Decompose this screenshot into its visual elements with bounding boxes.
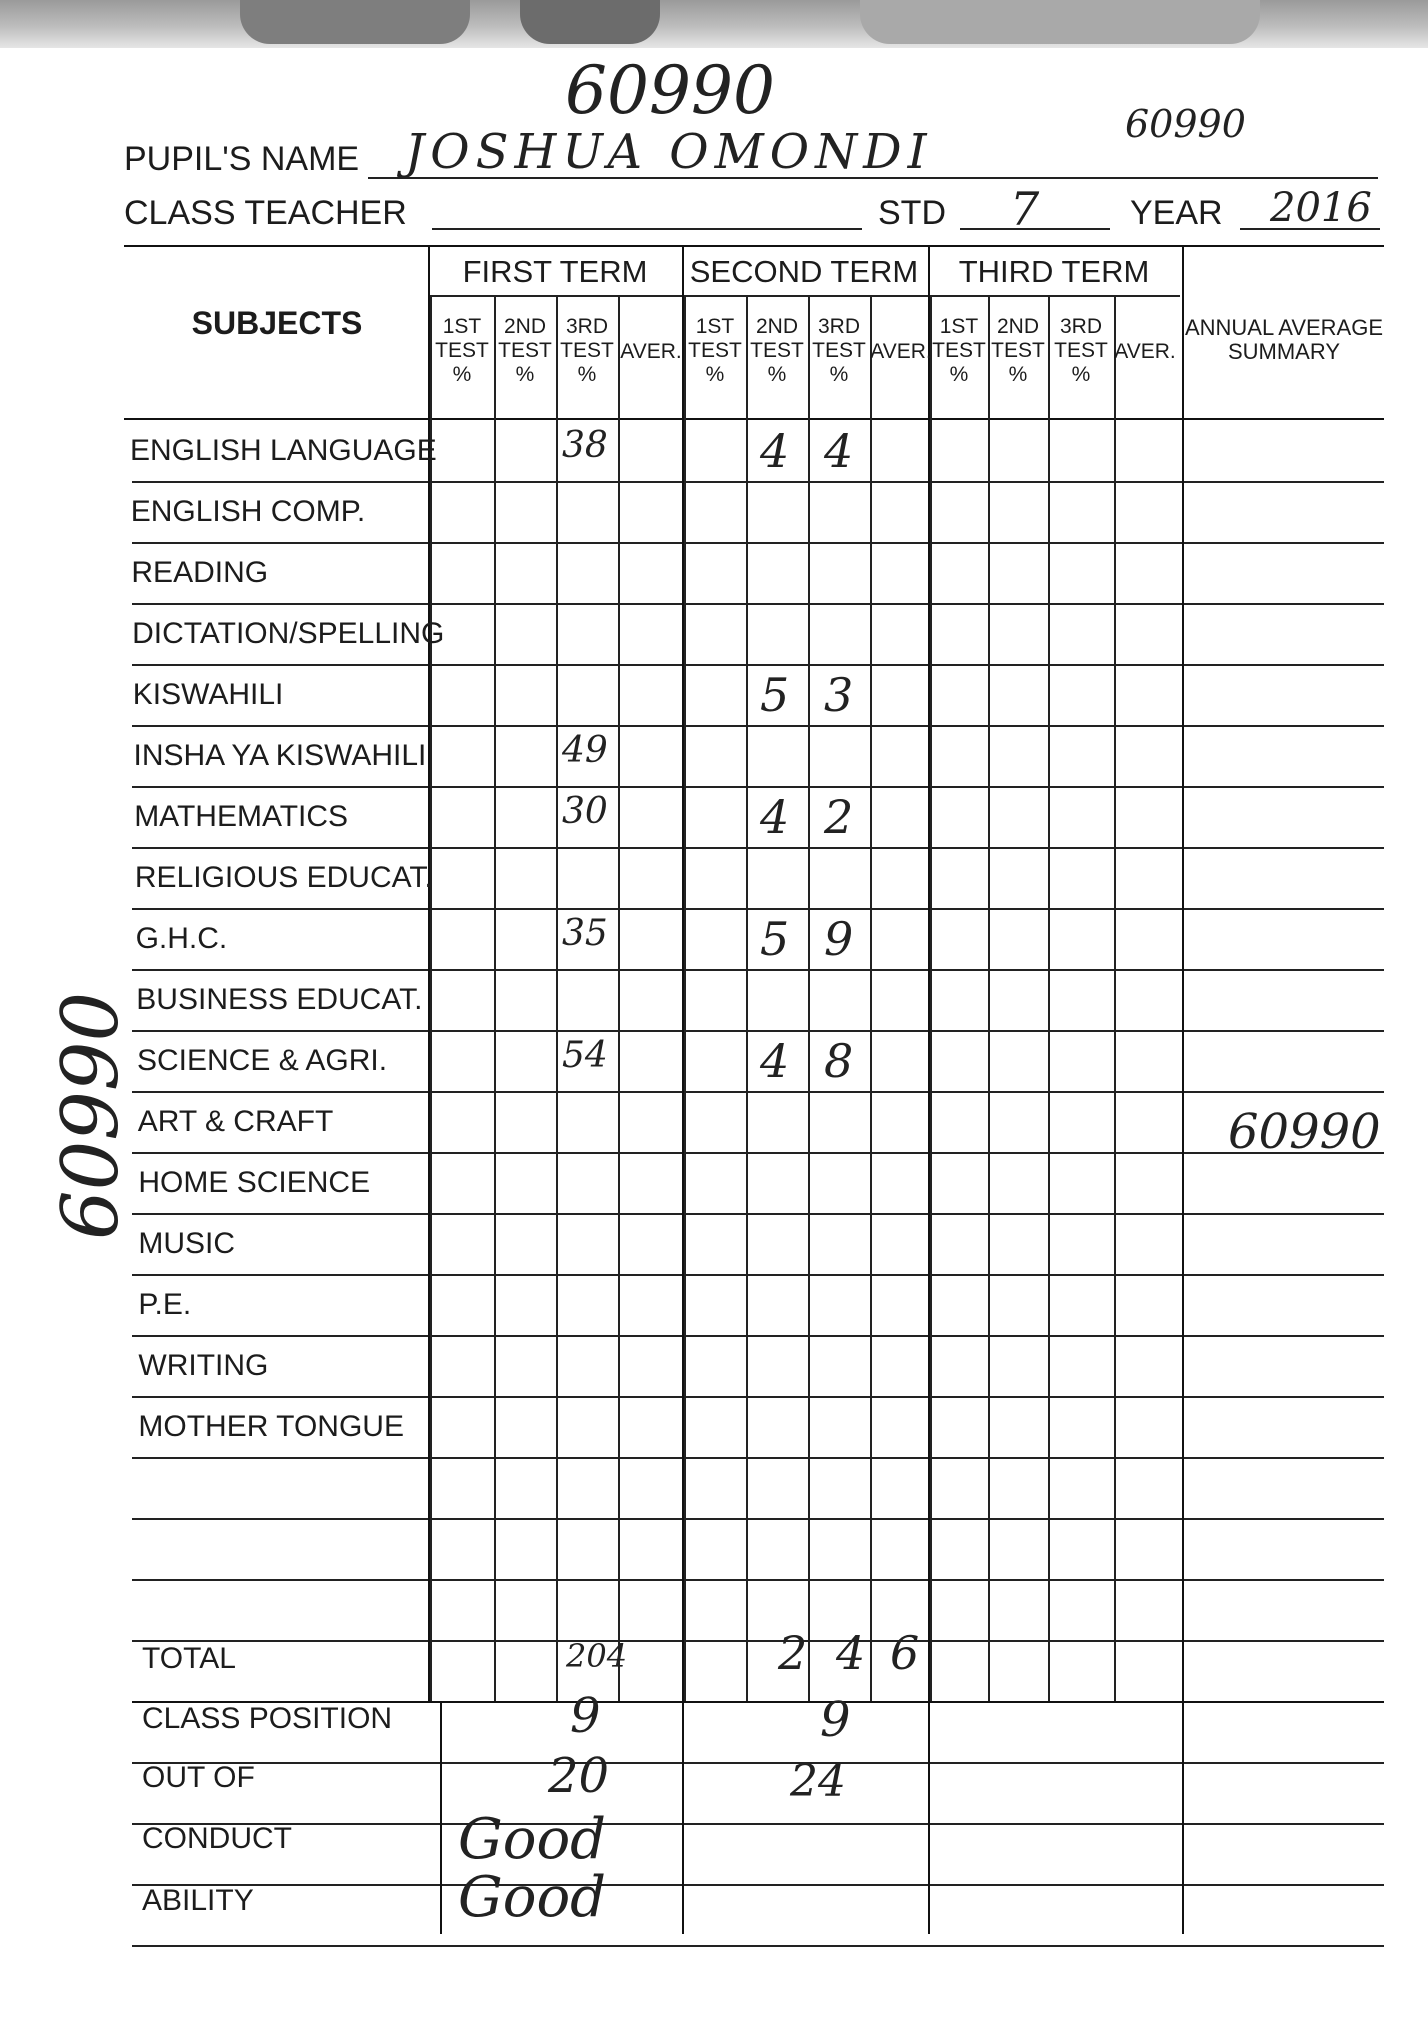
std-value: 7 <box>1010 182 1040 236</box>
out-of-first-term: 20 <box>548 1748 610 1804</box>
second-term-2nd-test-score: 4 <box>760 790 790 844</box>
total-second-term-digit: 6 <box>890 1626 920 1680</box>
test-column-rule <box>430 295 432 1701</box>
term-divider-rule <box>928 245 930 1934</box>
subject-name: ART & CRAFT <box>137 1105 334 1138</box>
second-term-3rd-test-score: 8 <box>824 1034 854 1088</box>
summary-left-rule <box>440 1701 442 1934</box>
subject-name: G.H.C. <box>135 922 228 955</box>
annual-column-rule <box>1182 245 1184 1934</box>
subject-row-rule <box>132 1579 1384 1581</box>
subject-name: KISWAHILI <box>132 678 284 711</box>
test-column-rule <box>556 295 558 1701</box>
sub-column-header: 3RD TEST % <box>1054 315 1108 386</box>
summary-row-rule <box>132 1823 1384 1825</box>
second-term-3rd-test-score: 3 <box>824 668 854 722</box>
year-value: 2016 <box>1270 185 1372 231</box>
serial-number-top: 60990 <box>565 52 775 129</box>
summary-row-rule <box>132 1884 1384 1886</box>
total-first-term: 204 <box>566 1637 628 1675</box>
subject-name: MUSIC <box>138 1227 236 1260</box>
class-position-first-term: 9 <box>570 1688 601 1744</box>
subject-row-rule <box>132 1518 1384 1520</box>
test-column-rule <box>1048 295 1050 1701</box>
sub-column-header: 2ND TEST % <box>750 315 804 386</box>
subject-row-rule <box>132 481 1384 483</box>
subject-name: MATHEMATICS <box>134 800 349 833</box>
year-label: YEAR <box>1130 194 1223 232</box>
total-second-term-digit: 4 <box>836 1626 866 1680</box>
sub-column-header: 1ST TEST % <box>435 315 489 386</box>
subject-row-rule <box>132 847 1384 849</box>
pupil-name-label: PUPIL'S NAME <box>124 140 360 178</box>
summary-row-rule <box>132 1762 1384 1764</box>
test-column-rule <box>1114 295 1116 1701</box>
subject-name: SCIENCE & AGRI. <box>137 1044 388 1077</box>
sub-column-header: AVER. <box>620 340 682 363</box>
ability-label: ABILITY <box>142 1884 254 1917</box>
second-term-3rd-test-score: 2 <box>824 790 854 844</box>
first-term-3rd-test-score: 38 <box>562 425 608 466</box>
subject-row-rule <box>132 725 1384 727</box>
subject-name: WRITING <box>138 1349 269 1382</box>
term-divider-rule <box>682 245 684 1934</box>
subject-row-rule <box>132 1335 1384 1337</box>
subjects-header: SUBJECTS <box>191 305 363 341</box>
photo-object <box>860 0 1260 44</box>
subject-row-rule <box>132 1640 1384 1642</box>
sub-column-header: AVER. <box>870 340 932 363</box>
subject-row-rule <box>132 1213 1384 1215</box>
subject-row-rule <box>132 1030 1384 1032</box>
photo-object <box>520 0 660 44</box>
pupil-name-value: JOSHUA OMONDI <box>405 124 933 180</box>
ability-value: Good <box>458 1865 607 1930</box>
subject-name: DICTATION/SPELLING <box>132 617 445 650</box>
test-column-rule <box>618 295 620 1701</box>
first-term-3rd-test-score: 30 <box>562 791 608 832</box>
third-term-header: THIRD TERM <box>958 254 1150 289</box>
subject-row-rule <box>132 1152 1384 1154</box>
subject-name: HOME SCIENCE <box>138 1166 371 1199</box>
total-second-term-digit: 2 <box>778 1626 808 1680</box>
subject-name: RELIGIOUS EDUCAT. <box>134 861 433 894</box>
subject-row-rule <box>132 1274 1384 1276</box>
subject-row-rule <box>132 786 1384 788</box>
subject-name: READING <box>131 556 269 589</box>
subject-row-rule <box>132 1457 1384 1459</box>
test-column-rule <box>870 295 872 1701</box>
subject-row-rule <box>132 908 1384 910</box>
summary-row-rule <box>132 1945 1384 1947</box>
first-term-header: FIRST TERM <box>462 254 648 289</box>
test-column-rule <box>494 295 496 1701</box>
serial-number-left-margin: 60990 <box>46 991 136 1240</box>
conduct-value: Good <box>458 1807 607 1872</box>
subject-name: MOTHER TONGUE <box>138 1410 404 1443</box>
second-term-2nd-test-score: 4 <box>760 424 790 478</box>
first-term-3rd-test-score: 54 <box>562 1035 608 1076</box>
second-term-header: SECOND TERM <box>689 254 919 289</box>
term-header-rule <box>430 295 1180 297</box>
subject-name: ENGLISH LANGUAGE <box>130 434 437 467</box>
photo-background-strip <box>0 0 1428 48</box>
second-term-2nd-test-score: 4 <box>760 1034 790 1088</box>
test-column-rule <box>684 295 686 1701</box>
out-of-label: OUT OF <box>142 1761 255 1794</box>
serial-number-top-right: 60990 <box>1125 102 1246 146</box>
subject-row-rule <box>132 969 1384 971</box>
subject-row-rule <box>132 1091 1384 1093</box>
sub-column-header: 2ND TEST % <box>991 315 1045 386</box>
class-teacher-underline <box>432 228 862 230</box>
class-teacher-label: CLASS TEACHER <box>124 194 407 232</box>
class-position-second-term: 9 <box>820 1692 851 1748</box>
subject-name: BUSINESS EDUCAT. <box>136 983 423 1016</box>
sub-column-header: 3RD TEST % <box>560 315 614 386</box>
second-term-2nd-test-score: 5 <box>760 668 790 722</box>
subject-name: P.E. <box>138 1288 192 1321</box>
second-term-3rd-test-score: 4 <box>824 424 854 478</box>
total-label: TOTAL <box>142 1642 236 1675</box>
subject-name: ENGLISH COMP. <box>130 495 366 528</box>
first-term-3rd-test-score: 49 <box>562 730 608 771</box>
second-term-3rd-test-score: 9 <box>824 912 854 966</box>
subject-row-rule <box>132 603 1384 605</box>
sub-column-header: 1ST TEST % <box>932 315 986 386</box>
test-column-rule <box>808 295 810 1701</box>
sub-column-header: 2ND TEST % <box>498 315 552 386</box>
sub-column-header: 1ST TEST % <box>688 315 742 386</box>
test-column-rule <box>988 295 990 1701</box>
test-column-rule <box>930 295 932 1701</box>
out-of-second-term: 24 <box>790 1756 846 1807</box>
sub-column-header: 3RD TEST % <box>812 315 866 386</box>
std-label: STD <box>878 194 946 232</box>
conduct-label: CONDUCT <box>142 1822 292 1855</box>
sub-column-header: AVER. <box>1114 340 1176 363</box>
second-term-2nd-test-score: 5 <box>760 912 790 966</box>
subject-name: INSHA YA KISWAHILI <box>133 739 427 772</box>
test-column-rule <box>746 295 748 1701</box>
subject-row-rule <box>132 542 1384 544</box>
photo-object <box>240 0 470 44</box>
first-term-3rd-test-score: 35 <box>562 913 608 954</box>
subject-row-rule <box>132 664 1384 666</box>
subject-row-rule <box>132 1396 1384 1398</box>
table-top-rule <box>124 245 1384 247</box>
table-header-bottom-rule <box>124 418 1384 420</box>
class-position-label: CLASS POSITION <box>142 1702 393 1735</box>
annual-average-header: ANNUAL AVERAGE SUMMARY <box>1184 315 1384 364</box>
serial-number-right-margin: 60990 <box>1228 1104 1381 1160</box>
